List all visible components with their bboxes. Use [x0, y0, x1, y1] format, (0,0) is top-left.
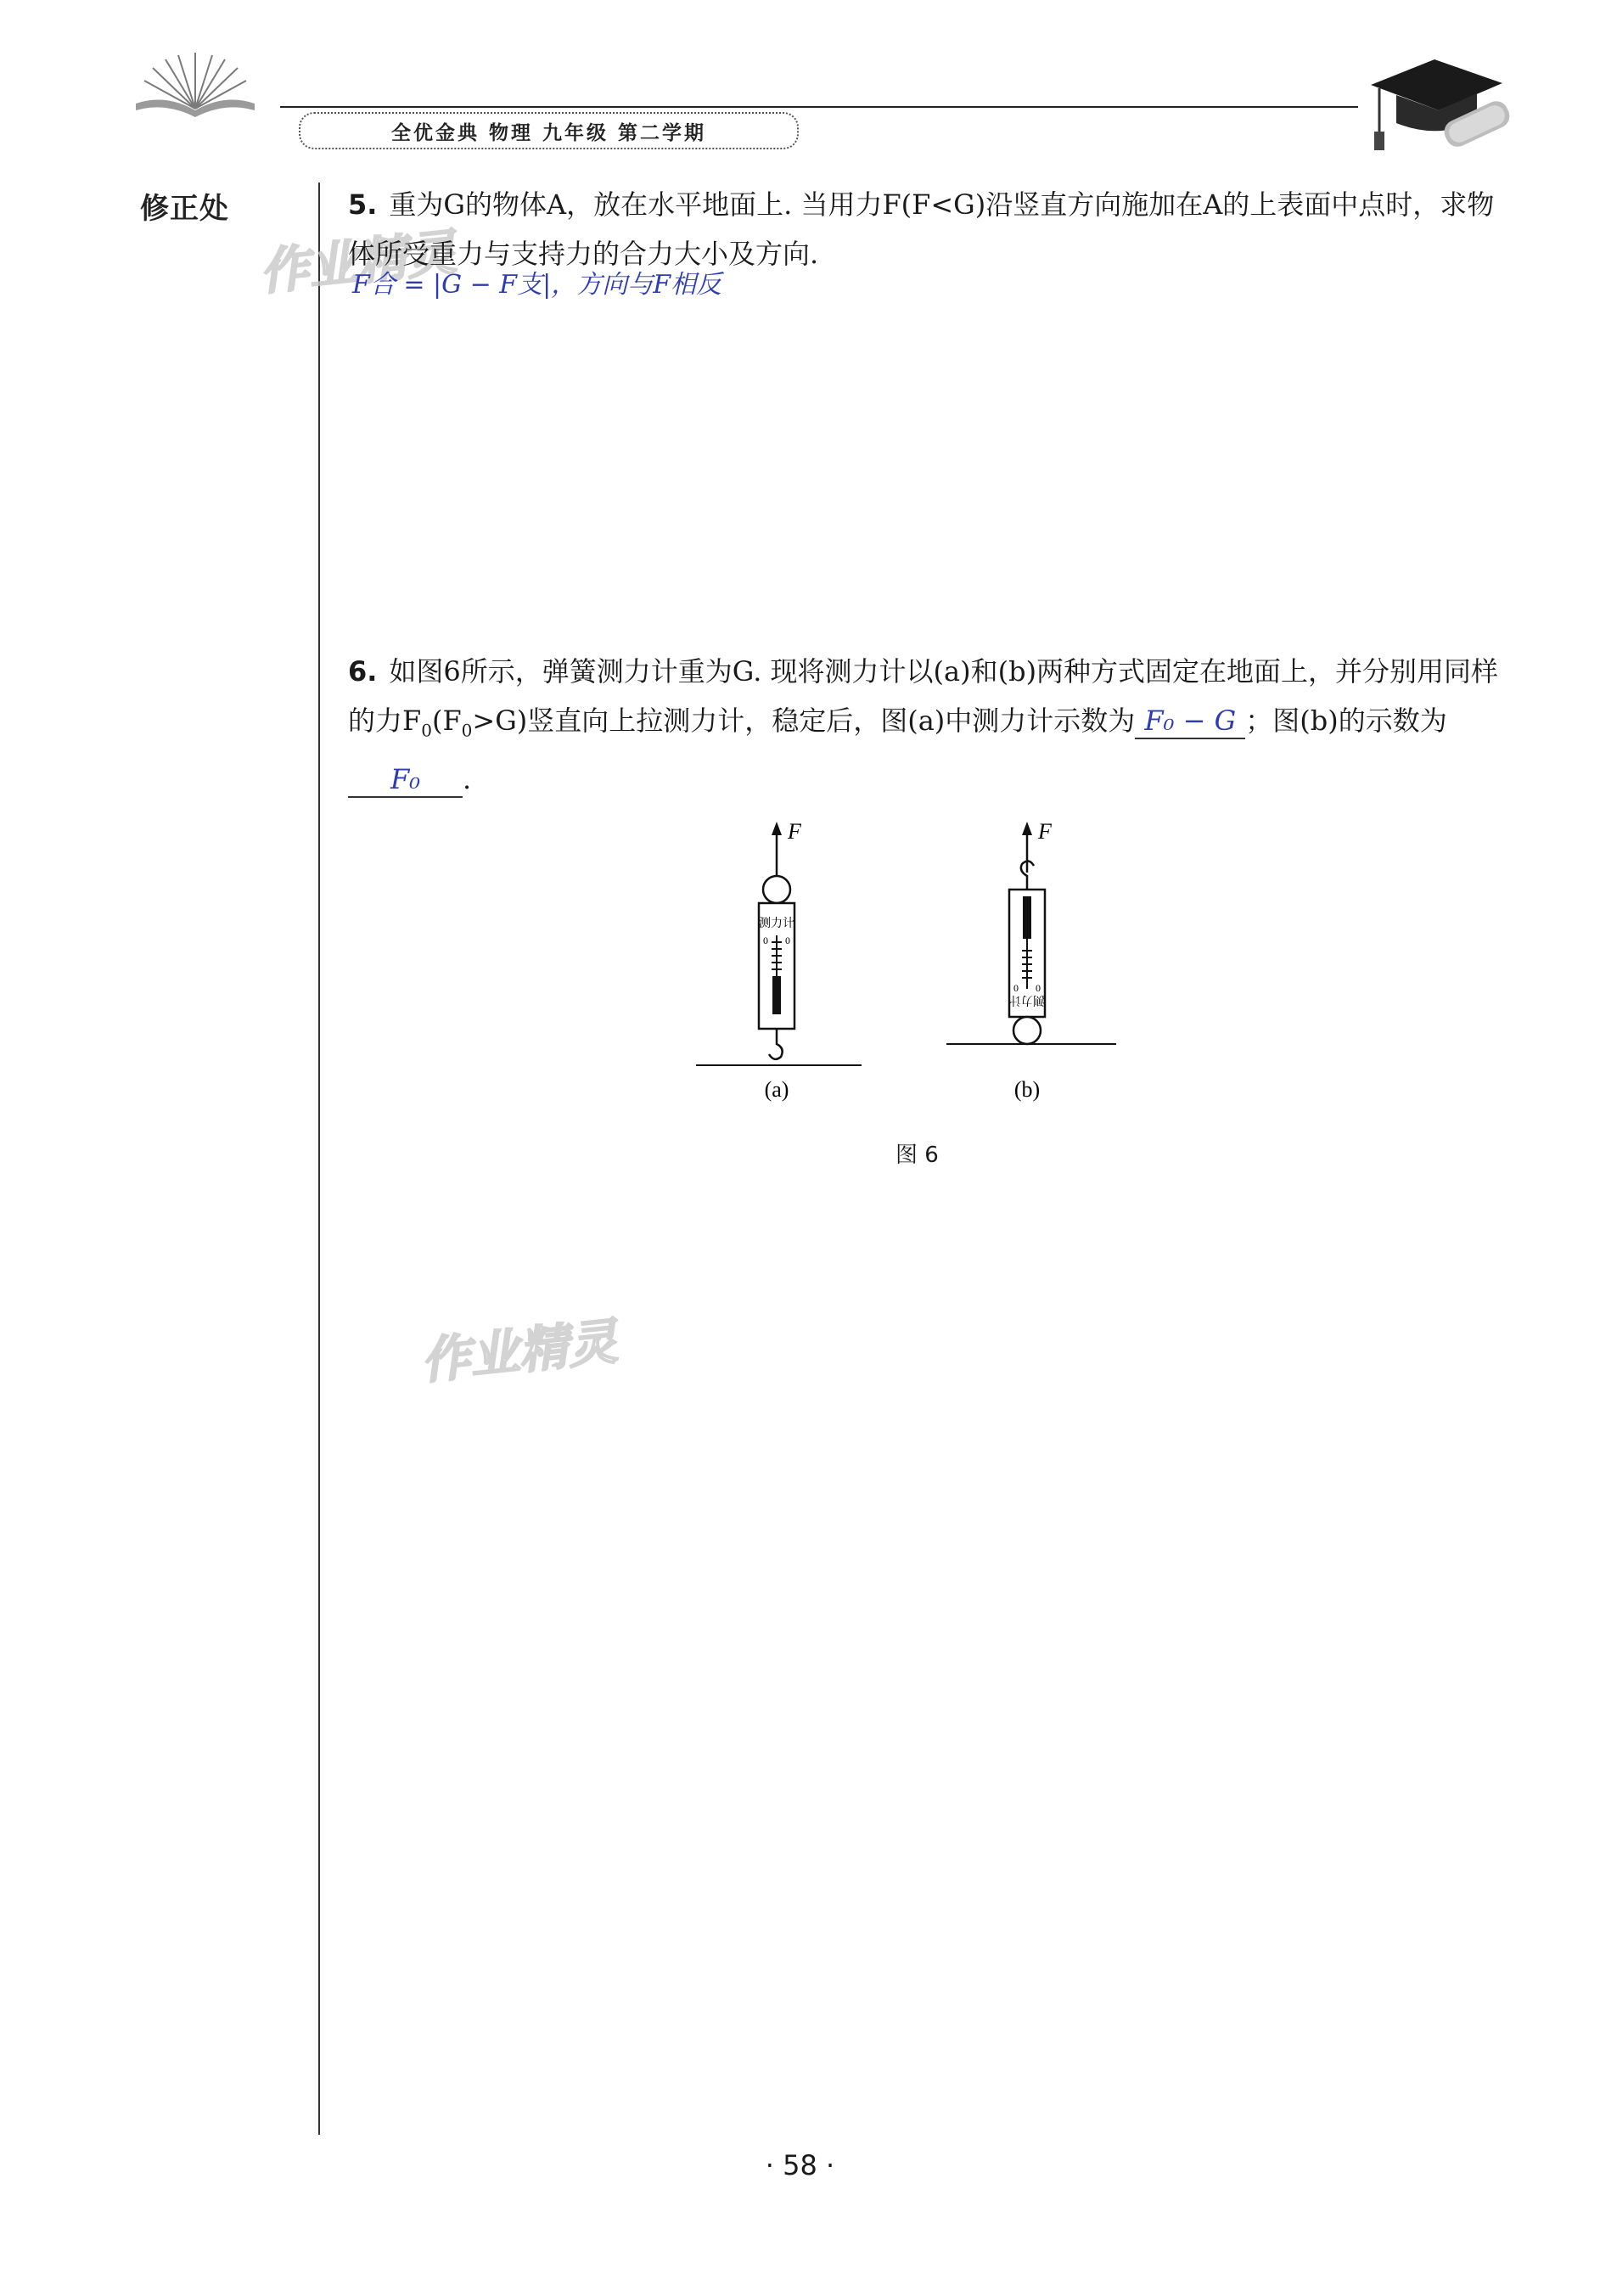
spring-scale-figure [696, 815, 1137, 1180]
svg-text:0: 0 [1036, 982, 1041, 994]
question-number: 5. [348, 188, 378, 221]
force-label: F [1038, 819, 1052, 844]
meter-label: 测力计 [759, 918, 794, 930]
spring-scale-a [696, 819, 862, 1102]
question-text: 如图6所示，弹簧测力计重为G. 现将测力计以(a)和(b)两种方式固定在地面上，并分别用同样的力F [348, 655, 1499, 737]
answer-blank-b: F₀ [348, 762, 463, 798]
force-label: F [788, 819, 801, 844]
label-b: (b) [1013, 1077, 1041, 1102]
margin-rule [318, 182, 320, 2135]
answer-blank-a: F₀ − G [1135, 704, 1245, 739]
handwritten-answer: F合 = |G − F支|，方向与F相反 [352, 270, 722, 300]
watermark: 作业精灵 [256, 223, 459, 301]
page-number: · 58 · [765, 2149, 835, 2181]
svg-text:0: 0 [763, 935, 768, 946]
spring-scale-b [946, 819, 1116, 1102]
question-number: 6. [348, 655, 378, 688]
correction-margin-label: 修正处 [140, 192, 229, 226]
question-text: 重为G的物体A，放在水平地面上. 当用力F(F<G)沿竖直方向施加在A的上表面中点时，求物体所受重力与支持力的合力大小及方向. [348, 188, 1495, 270]
header-rule [280, 106, 1358, 108]
header-banner: 全优金典 物理 九年级 第二学期 [299, 112, 799, 149]
meter-label: 测力计 [1009, 993, 1045, 1006]
label-a: (a) [764, 1077, 789, 1102]
question-6: 6. 如图6所示，弹簧测力计重为G. 现将测力计以(a)和(b)两种方式固定在地面上，并分别用同样的力$F_0(F_0>G)$竖直向上拉测力计，稳定后，图(a)中测力计示数为 F₀ − G ；图(b)的示数为F₀ . [348, 647, 1507, 804]
figure-caption: 图 6 [895, 1142, 939, 1168]
open-book-icon [132, 51, 259, 119]
watermark: 作业精灵 [418, 1312, 620, 1390]
graduation-cap-icon [1362, 51, 1515, 161]
svg-text:0: 0 [1013, 982, 1019, 994]
svg-text:0: 0 [785, 935, 790, 946]
